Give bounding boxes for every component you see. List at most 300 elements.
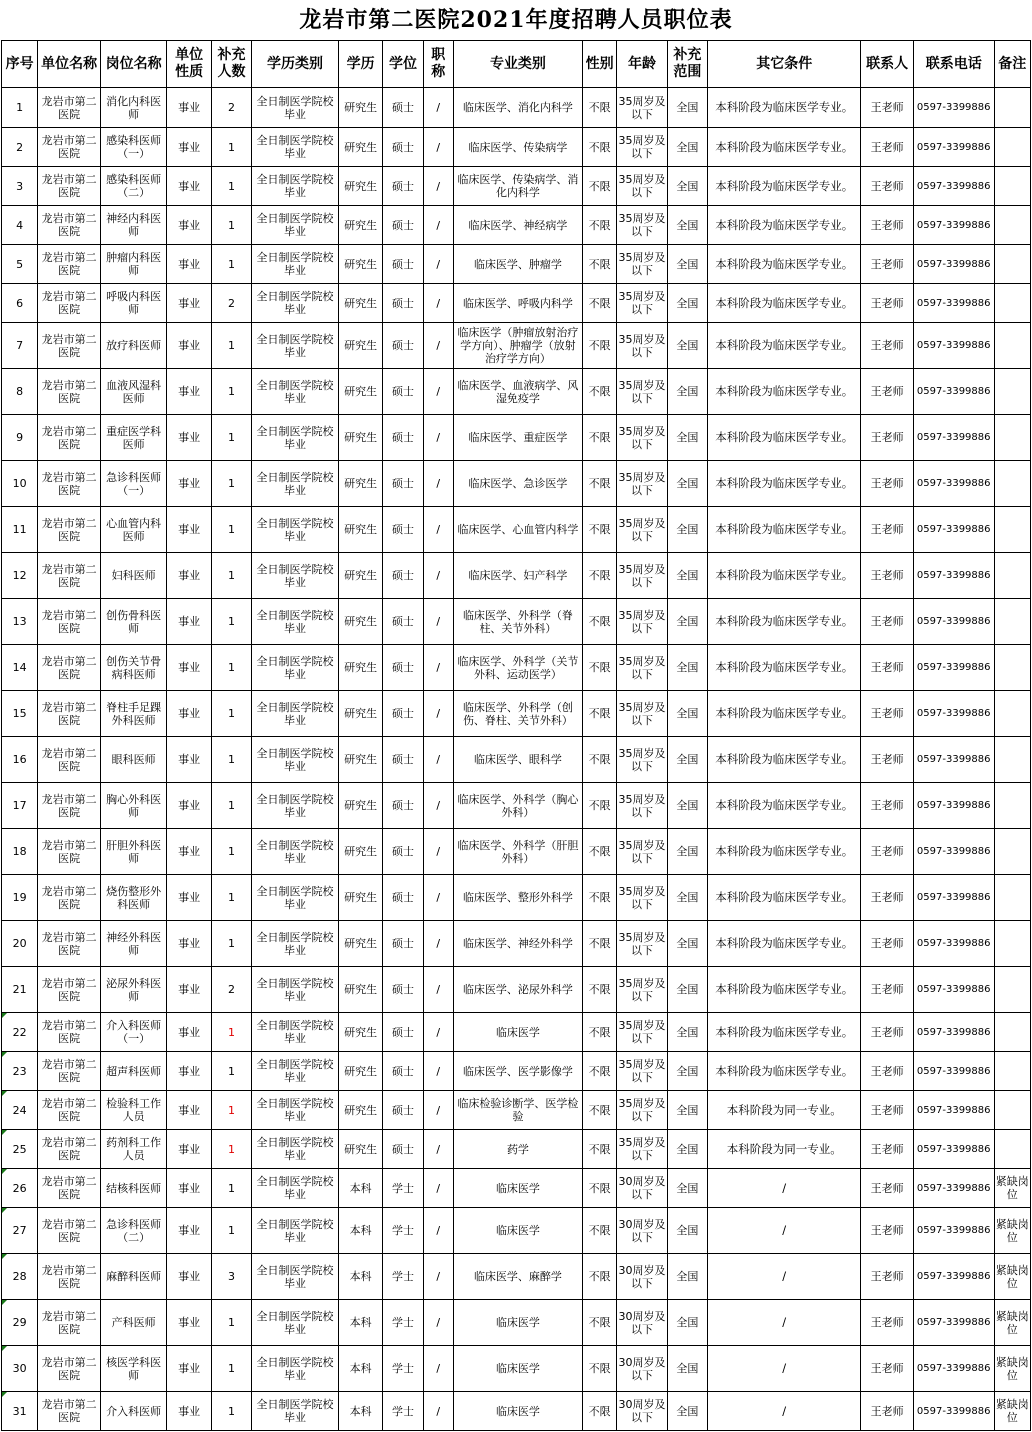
table-row [2, 415, 1031, 461]
row-seq [2, 1091, 38, 1130]
table-row [2, 1300, 1031, 1346]
row-contact: 王老师 [861, 829, 913, 875]
row-post: 放疗科医师 [100, 323, 167, 369]
row-title: / [423, 415, 453, 461]
row-seq [2, 88, 38, 128]
row-other: 本科阶段为临床医学专业。 [708, 737, 861, 783]
row-post: 神经内科医师 [100, 206, 167, 245]
row-other: 本科阶段为临床医学专业。 [708, 1013, 861, 1052]
cell-marker [2, 1300, 7, 1305]
row-unit: 龙岩市第二医院 [38, 783, 101, 829]
row-title: / [423, 599, 453, 645]
row-age: 35周岁及以下 [617, 1091, 667, 1130]
row-other: 本科阶段为临床医学专业。 [708, 691, 861, 737]
row-other: 本科阶段为临床医学专业。 [708, 167, 861, 206]
cell-marker [2, 1091, 7, 1096]
row-degree: 学士 [383, 1392, 423, 1431]
row-seq-text: 11 [12, 523, 27, 536]
row-range: 全国 [667, 1052, 707, 1091]
cell-marker [2, 1346, 7, 1351]
row-count: 3 [211, 1254, 251, 1300]
row-unit: 龙岩市第二医院 [38, 691, 101, 737]
row-edu-type: 全日制医学院校毕业 [252, 1052, 339, 1091]
row-title: / [423, 875, 453, 921]
row-gender: 不限 [583, 128, 617, 167]
row-gender: 不限 [583, 553, 617, 599]
row-nature: 事业 [167, 206, 211, 245]
table-row [2, 128, 1031, 167]
row-phone: 0597-3399886 [913, 553, 994, 599]
row-edu-type: 全日制医学院校毕业 [252, 461, 339, 507]
row-degree: 硕士 [383, 415, 423, 461]
row-contact: 王老师 [861, 415, 913, 461]
row-note: 紧缺岗位 [994, 1169, 1030, 1208]
row-other: 本科阶段为临床医学专业。 [708, 875, 861, 921]
row-note [994, 829, 1030, 875]
row-age: 35周岁及以下 [617, 599, 667, 645]
row-major: 临床医学（肿瘤放射治疗学方向）、肿瘤学（放射治疗学方向） [453, 323, 582, 369]
row-count: 1 [211, 128, 251, 167]
row-post: 介入科医师（一） [100, 1013, 167, 1052]
row-other: 本科阶段为临床医学专业。 [708, 967, 861, 1013]
row-seq-text: 9 [16, 431, 24, 444]
row-range: 全国 [667, 369, 707, 415]
row-major: 临床医学、外科学（脊柱、关节外科） [453, 599, 582, 645]
row-range: 全国 [667, 323, 707, 369]
header-other: 其它条件 [708, 41, 861, 88]
cell-marker [2, 1208, 7, 1213]
row-post: 心血管内科医师 [100, 507, 167, 553]
row-degree: 硕士 [383, 369, 423, 415]
row-title: / [423, 1130, 453, 1169]
row-unit: 龙岩市第二医院 [38, 967, 101, 1013]
row-count: 1 [211, 1091, 251, 1130]
row-major: 临床医学 [453, 1300, 582, 1346]
row-count: 2 [211, 88, 251, 128]
row-nature: 事业 [167, 415, 211, 461]
row-nature: 事业 [167, 245, 211, 284]
row-count: 2 [211, 967, 251, 1013]
row-contact: 王老师 [861, 1300, 913, 1346]
row-seq-text: 5 [16, 257, 24, 271]
table-row [2, 461, 1031, 507]
row-range: 全国 [667, 1091, 707, 1130]
row-gender: 不限 [583, 1052, 617, 1091]
row-contact: 王老师 [861, 88, 913, 128]
row-post: 肝胆外科医师 [100, 829, 167, 875]
row-edu: 研究生 [338, 284, 382, 323]
row-major: 临床医学、医学影像学 [453, 1052, 582, 1091]
row-contact: 王老师 [861, 245, 913, 284]
row-age: 35周岁及以下 [617, 284, 667, 323]
row-nature: 事业 [167, 829, 211, 875]
row-post: 产科医师 [100, 1300, 167, 1346]
row-title: / [423, 1392, 453, 1431]
row-nature: 事业 [167, 691, 211, 737]
row-edu: 本科 [338, 1169, 382, 1208]
row-seq-text: 30 [12, 1362, 27, 1375]
row-phone: 0597-3399886 [913, 1013, 994, 1052]
row-degree: 硕士 [383, 88, 423, 128]
row-age: 35周岁及以下 [617, 783, 667, 829]
header-post: 岗位名称 [100, 41, 167, 88]
row-major: 临床医学、麻醉学 [453, 1254, 582, 1300]
row-contact: 王老师 [861, 1346, 913, 1392]
row-count: 1 [211, 737, 251, 783]
row-age: 35周岁及以下 [617, 1130, 667, 1169]
row-major: 临床医学、外科学（关节外科、运动医学） [453, 645, 582, 691]
row-unit: 龙岩市第二医院 [38, 921, 101, 967]
row-nature: 事业 [167, 88, 211, 128]
row-seq-text: 17 [12, 799, 27, 812]
row-nature: 事业 [167, 737, 211, 783]
row-count: 1 [211, 167, 251, 206]
row-other: 本科阶段为同一专业。 [708, 1091, 861, 1130]
row-unit: 龙岩市第二医院 [38, 245, 101, 284]
row-edu: 研究生 [338, 737, 382, 783]
row-note [994, 783, 1030, 829]
row-edu-type: 全日制医学院校毕业 [252, 1169, 339, 1208]
row-degree: 硕士 [383, 323, 423, 369]
row-unit: 龙岩市第二医院 [38, 599, 101, 645]
row-post: 肿瘤内科医师 [100, 245, 167, 284]
row-note [994, 691, 1030, 737]
row-title: / [423, 128, 453, 167]
row-note [994, 507, 1030, 553]
row-unit: 龙岩市第二医院 [38, 1300, 101, 1346]
row-edu-type: 全日制医学院校毕业 [252, 1013, 339, 1052]
row-edu-type: 全日制医学院校毕业 [252, 829, 339, 875]
row-degree: 学士 [383, 1300, 423, 1346]
row-title: / [423, 1300, 453, 1346]
row-major: 临床医学、传染病学 [453, 128, 582, 167]
row-note [994, 1130, 1030, 1169]
row-title: / [423, 461, 453, 507]
row-count: 1 [211, 783, 251, 829]
row-title: / [423, 967, 453, 1013]
row-edu: 研究生 [338, 415, 382, 461]
row-degree: 硕士 [383, 1130, 423, 1169]
row-edu: 研究生 [338, 245, 382, 284]
row-seq [2, 599, 38, 645]
row-seq [2, 167, 38, 206]
row-unit: 龙岩市第二医院 [38, 1130, 101, 1169]
header-count: 补充人数 [211, 41, 251, 88]
row-gender: 不限 [583, 829, 617, 875]
row-edu: 研究生 [338, 783, 382, 829]
row-count: 1 [211, 599, 251, 645]
row-nature: 事业 [167, 369, 211, 415]
row-post: 创伤关节骨病科医师 [100, 645, 167, 691]
row-other: / [708, 1169, 861, 1208]
row-post: 眼科医师 [100, 737, 167, 783]
row-note [994, 415, 1030, 461]
row-unit: 龙岩市第二医院 [38, 553, 101, 599]
row-count: 2 [211, 284, 251, 323]
row-contact: 王老师 [861, 1169, 913, 1208]
row-phone: 0597-3399886 [913, 206, 994, 245]
row-contact: 王老师 [861, 1091, 913, 1130]
row-other: 本科阶段为临床医学专业。 [708, 415, 861, 461]
table-row [2, 1169, 1031, 1208]
row-seq [2, 461, 38, 507]
row-note [994, 284, 1030, 323]
header-edu: 学历 [338, 41, 382, 88]
row-seq-text: 8 [16, 385, 24, 398]
row-major: 临床医学 [453, 1346, 582, 1392]
row-degree: 学士 [383, 1169, 423, 1208]
row-nature: 事业 [167, 1169, 211, 1208]
cell-marker [2, 1013, 7, 1018]
row-age: 35周岁及以下 [617, 691, 667, 737]
header-unit: 单位名称 [38, 41, 101, 88]
row-edu: 研究生 [338, 829, 382, 875]
row-post: 妇科医师 [100, 553, 167, 599]
row-edu-type: 全日制医学院校毕业 [252, 737, 339, 783]
row-other: / [708, 1392, 861, 1431]
row-count: 1 [211, 691, 251, 737]
row-nature: 事业 [167, 1300, 211, 1346]
row-gender: 不限 [583, 1346, 617, 1392]
row-edu-type: 全日制医学院校毕业 [252, 415, 339, 461]
row-range: 全国 [667, 1208, 707, 1254]
table-row [2, 553, 1031, 599]
row-seq [2, 245, 38, 284]
table-row [2, 1130, 1031, 1169]
row-post: 创伤骨科医师 [100, 599, 167, 645]
row-count: 1 [211, 921, 251, 967]
table-row [2, 245, 1031, 284]
row-post: 脊柱手足踝外科医师 [100, 691, 167, 737]
row-gender: 不限 [583, 461, 617, 507]
row-edu: 研究生 [338, 88, 382, 128]
row-phone: 0597-3399886 [913, 599, 994, 645]
table-row [2, 921, 1031, 967]
row-nature: 事业 [167, 1130, 211, 1169]
row-edu: 研究生 [338, 1013, 382, 1052]
table-row [2, 1254, 1031, 1300]
row-age: 35周岁及以下 [617, 245, 667, 284]
row-edu: 本科 [338, 1392, 382, 1431]
row-phone: 0597-3399886 [913, 1091, 994, 1130]
row-age: 35周岁及以下 [617, 461, 667, 507]
header-age: 年龄 [617, 41, 667, 88]
row-contact: 王老师 [861, 921, 913, 967]
row-seq [2, 1052, 38, 1091]
table-row [2, 645, 1031, 691]
row-edu-type: 全日制医学院校毕业 [252, 167, 339, 206]
row-major: 临床检验诊断学、医学检验 [453, 1091, 582, 1130]
cell-marker [2, 1130, 7, 1135]
row-nature: 事业 [167, 1208, 211, 1254]
row-major: 临床医学、外科学（胸心外科） [453, 783, 582, 829]
table-header-row [2, 41, 1031, 88]
row-edu-type: 全日制医学院校毕业 [252, 783, 339, 829]
row-contact: 王老师 [861, 323, 913, 369]
row-nature: 事业 [167, 1392, 211, 1431]
row-title: / [423, 167, 453, 206]
row-count: 1 [211, 1346, 251, 1392]
row-edu-type: 全日制医学院校毕业 [252, 323, 339, 369]
row-edu-type: 全日制医学院校毕业 [252, 1346, 339, 1392]
row-edu-type: 全日制医学院校毕业 [252, 1208, 339, 1254]
row-range: 全国 [667, 206, 707, 245]
row-unit: 龙岩市第二医院 [38, 323, 101, 369]
row-unit: 龙岩市第二医院 [38, 829, 101, 875]
row-seq [2, 369, 38, 415]
row-count: 1 [211, 1208, 251, 1254]
row-unit: 龙岩市第二医院 [38, 206, 101, 245]
table-row [2, 1013, 1031, 1052]
row-range: 全国 [667, 783, 707, 829]
row-contact: 王老师 [861, 128, 913, 167]
row-seq-text: 20 [12, 937, 27, 950]
header-edu-type: 学历类别 [252, 41, 339, 88]
row-count: 1 [211, 507, 251, 553]
row-edu: 研究生 [338, 967, 382, 1013]
row-count: 1 [211, 875, 251, 921]
row-title: / [423, 245, 453, 284]
row-edu: 研究生 [338, 921, 382, 967]
row-major: 临床医学、整形外科学 [453, 875, 582, 921]
row-contact: 王老师 [861, 461, 913, 507]
row-age: 35周岁及以下 [617, 369, 667, 415]
row-other: 本科阶段为临床医学专业。 [708, 645, 861, 691]
row-seq [2, 875, 38, 921]
row-other: 本科阶段为临床医学专业。 [708, 461, 861, 507]
row-nature: 事业 [167, 507, 211, 553]
header-range: 补充范围 [667, 41, 707, 88]
row-unit: 龙岩市第二医院 [38, 1208, 101, 1254]
row-age: 35周岁及以下 [617, 737, 667, 783]
row-phone: 0597-3399886 [913, 967, 994, 1013]
row-nature: 事业 [167, 645, 211, 691]
row-phone: 0597-3399886 [913, 461, 994, 507]
row-seq-text: 10 [12, 477, 27, 490]
row-range: 全国 [667, 415, 707, 461]
row-nature: 事业 [167, 323, 211, 369]
row-seq [2, 284, 38, 323]
row-age: 35周岁及以下 [617, 323, 667, 369]
row-note: 紧缺岗位 [994, 1254, 1030, 1300]
row-note [994, 245, 1030, 284]
row-post: 消化内科医师 [100, 88, 167, 128]
table-row [2, 88, 1031, 128]
row-edu: 研究生 [338, 553, 382, 599]
row-seq-text: 29 [12, 1316, 27, 1329]
row-nature: 事业 [167, 1254, 211, 1300]
row-nature: 事业 [167, 284, 211, 323]
row-note [994, 1091, 1030, 1130]
row-phone: 0597-3399886 [913, 1208, 994, 1254]
row-age: 35周岁及以下 [617, 553, 667, 599]
row-major: 临床医学 [453, 1169, 582, 1208]
row-degree: 硕士 [383, 553, 423, 599]
row-edu: 研究生 [338, 507, 382, 553]
row-edu: 研究生 [338, 1130, 382, 1169]
row-seq-text: 15 [12, 707, 27, 720]
row-edu: 本科 [338, 1300, 382, 1346]
row-phone: 0597-3399886 [913, 875, 994, 921]
row-degree: 硕士 [383, 645, 423, 691]
row-gender: 不限 [583, 415, 617, 461]
row-age: 30周岁及以下 [617, 1169, 667, 1208]
row-phone: 0597-3399886 [913, 323, 994, 369]
row-age: 30周岁及以下 [617, 1300, 667, 1346]
row-unit: 龙岩市第二医院 [38, 507, 101, 553]
row-contact: 王老师 [861, 206, 913, 245]
row-degree: 硕士 [383, 507, 423, 553]
row-nature: 事业 [167, 553, 211, 599]
row-major: 临床医学、呼吸内科学 [453, 284, 582, 323]
row-edu: 研究生 [338, 875, 382, 921]
row-unit: 龙岩市第二医院 [38, 88, 101, 128]
row-age: 35周岁及以下 [617, 206, 667, 245]
row-contact: 王老师 [861, 1254, 913, 1300]
row-count: 1 [211, 461, 251, 507]
row-title: / [423, 1091, 453, 1130]
row-post: 介入科医师 [100, 1392, 167, 1431]
row-note [994, 875, 1030, 921]
row-unit: 龙岩市第二医院 [38, 167, 101, 206]
row-major: 临床医学、妇产科学 [453, 553, 582, 599]
row-nature: 事业 [167, 921, 211, 967]
row-seq-text: 31 [12, 1404, 27, 1418]
row-range: 全国 [667, 967, 707, 1013]
row-seq [2, 415, 38, 461]
row-range: 全国 [667, 167, 707, 206]
row-edu-type: 全日制医学院校毕业 [252, 1130, 339, 1169]
row-title: / [423, 1169, 453, 1208]
table-row [2, 1392, 1031, 1431]
row-degree: 硕士 [383, 128, 423, 167]
row-count: 1 [211, 369, 251, 415]
row-degree: 硕士 [383, 1091, 423, 1130]
row-contact: 王老师 [861, 167, 913, 206]
row-edu-type: 全日制医学院校毕业 [252, 645, 339, 691]
row-note [994, 1052, 1030, 1091]
row-phone: 0597-3399886 [913, 415, 994, 461]
row-phone: 0597-3399886 [913, 1130, 994, 1169]
page-title: 龙岩市第二医院2021年度招聘人员职位表 [299, 7, 733, 33]
row-seq-text: 1 [16, 101, 24, 114]
table-row [2, 1208, 1031, 1254]
row-other: / [708, 1300, 861, 1346]
row-unit: 龙岩市第二医院 [38, 284, 101, 323]
row-other: / [708, 1254, 861, 1300]
row-degree: 硕士 [383, 1013, 423, 1052]
row-major: 临床医学 [453, 1392, 582, 1431]
row-nature: 事业 [167, 783, 211, 829]
row-edu-type: 全日制医学院校毕业 [252, 128, 339, 167]
row-title: / [423, 1254, 453, 1300]
row-major: 临床医学、心血管内科学 [453, 507, 582, 553]
row-range: 全国 [667, 507, 707, 553]
row-edu-type: 全日制医学院校毕业 [252, 1300, 339, 1346]
row-post: 超声科医师 [100, 1052, 167, 1091]
row-major: 临床医学、神经外科学 [453, 921, 582, 967]
row-edu: 研究生 [338, 128, 382, 167]
row-seq [2, 507, 38, 553]
row-edu: 本科 [338, 1254, 382, 1300]
row-note [994, 645, 1030, 691]
row-seq [2, 783, 38, 829]
row-major: 临床医学、急诊医学 [453, 461, 582, 507]
header-contact: 联系人 [861, 41, 913, 88]
row-contact: 王老师 [861, 783, 913, 829]
row-post: 急诊科医师（二） [100, 1208, 167, 1254]
row-title: / [423, 829, 453, 875]
